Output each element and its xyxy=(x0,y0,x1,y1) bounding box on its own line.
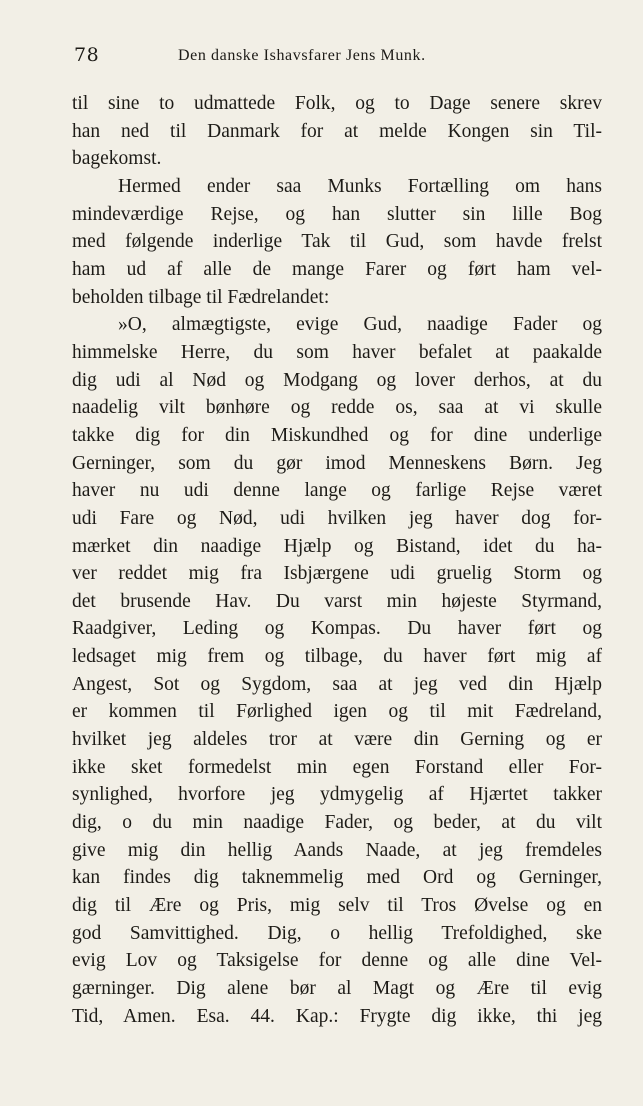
text-line: »O, almægtigste, evige Gud, naadige Fader og xyxy=(118,314,602,336)
text-line: takke dig for din Miskundhed og for dine underlige xyxy=(72,424,602,446)
text-line: beholden tilbage til Fædrelandet: xyxy=(72,286,330,308)
text-line: ikke sket formedelst min egen Forstand eller For- xyxy=(72,756,602,778)
text-line: evig Lov og Taksigelse for denne og alle dine Vel- xyxy=(72,950,602,972)
text-line: haver nu udi denne lange og farlige Rejse været xyxy=(72,480,602,502)
body-text xyxy=(72,90,602,1030)
text-line: gærninger. Dig alene bør al Magt og Ære til evig xyxy=(72,978,602,999)
running-title: Den danske Ishavsfarer Jens Munk. xyxy=(178,47,426,64)
text-line: mindeværdige Rejse, og han slutter sin lille Bog xyxy=(72,203,602,225)
text-line: Tid, Amen. Esa. 44. Kap.: Frygte dig ikke, thi jeg xyxy=(72,1005,602,1027)
text-line: med følgende inderlige Tak til Gud, som havde frelst xyxy=(72,231,602,253)
text-line: kan findes dig taknemmelig med Ord og Gerninger, xyxy=(72,867,602,889)
text-line: Hermed ender saa Munks Fortælling om hans xyxy=(118,175,602,197)
text-line: han ned til Danmark for at melde Kongen sin Til- xyxy=(72,120,602,142)
text-line: ham ud af alle de mange Farer og ført ham vel- xyxy=(72,258,602,280)
text-line: Gerninger, som du gør imod Menneskens Børn. Jeg xyxy=(72,452,602,474)
text-line: Angest, Sot og Sygdom, saa at jeg ved din Hjælp xyxy=(72,673,602,695)
text-line: til sine to udmattede Folk, og to Dage senere skrev xyxy=(72,93,602,114)
text-line: naadelig vilt bønhøre og redde os, saa at vi skulle xyxy=(72,397,602,419)
text-line: bagekomst. xyxy=(72,148,162,170)
text-line: dig til Ære og Pris, mig selv til Tros Øvelse og en xyxy=(72,895,602,917)
text-line: dig, o du min naadige Fader, og beder, at du vilt xyxy=(72,812,602,834)
text-line: himmelske Herre, du som haver befalet at paakalde xyxy=(72,341,602,363)
text-line: ver reddet mig fra Isbjærgene udi gruelig Storm og xyxy=(72,563,602,585)
text-line: det brusende Hav. Du varst min højeste Styrmand, xyxy=(72,590,602,612)
text-line: Raadgiver, Leding og Kompas. Du haver ført og xyxy=(72,618,602,640)
text-line: hvilket jeg aldeles tror at være din Gerning og er xyxy=(72,729,602,751)
text-line: udi Fare og Nød, udi hvilken jeg haver dog for- xyxy=(72,507,602,529)
text-line: ledsaget mig frem og tilbage, du haver ført mig af xyxy=(72,646,602,668)
text-line: mærket din naadige Hjælp og Bistand, idet du ha- xyxy=(72,535,602,557)
page-header xyxy=(74,44,604,72)
text-line: dig udi al Nød og Modgang og lover derhos, at du xyxy=(72,369,602,391)
text-line: give mig din hellig Aands Naade, at jeg fremdeles xyxy=(72,839,602,861)
text-line: er kommen til Førlighed igen og til mit Fædreland, xyxy=(72,701,602,723)
text-line: synlighed, hvorfore jeg ydmygelig af Hjærtet takker xyxy=(72,784,602,806)
text-line: god Samvittighed. Dig, o hellig Trefoldighed, ske xyxy=(72,922,602,944)
page-number: 78 xyxy=(74,44,100,66)
